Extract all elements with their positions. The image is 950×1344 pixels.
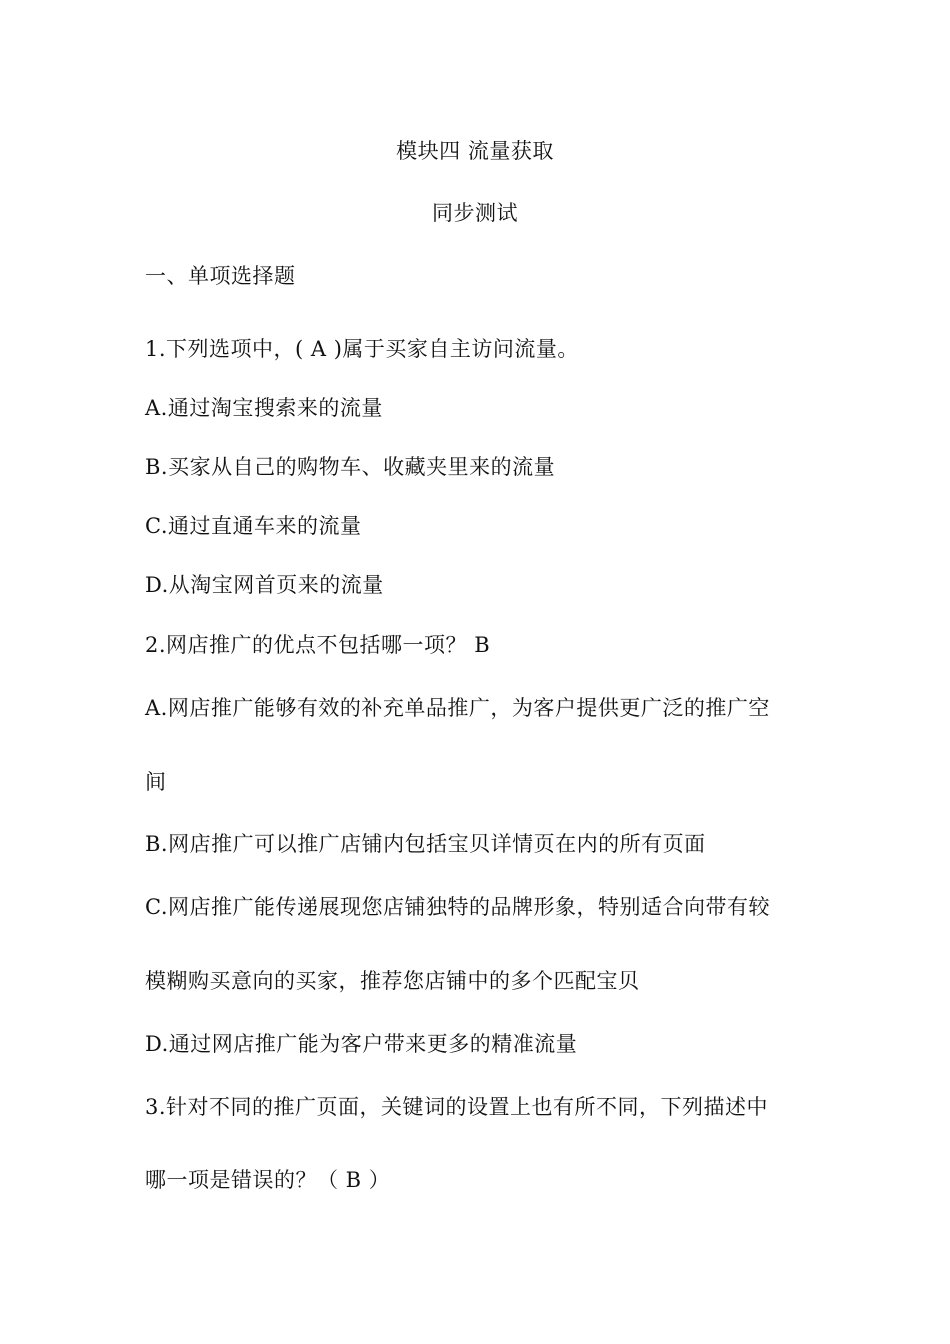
question-1-option-d: D.从淘宝网首页来的流量 [145,573,384,597]
question-3-stem-line-2: 哪一项是错误的？（ B ） [145,1168,391,1192]
question-2-stem: 2.网店推广的优点不包括哪一项？ B [145,633,491,657]
question-1-option-c: C.通过直通车来的流量 [145,514,362,538]
question-1-option-a: A.通过淘宝搜索来的流量 [145,396,383,420]
question-2-option-a-continued: 间 [145,770,167,794]
question-2-option-c: C.网店推广能传递展现您店铺独特的品牌形象，特别适合向带有较 [145,895,770,919]
page-title: 模块四 流量获取 [396,139,554,163]
section-heading: 一、单项选择题 [145,264,296,288]
question-1-stem: 1.下列选项中，( A )属于买家自主访问流量。 [145,337,579,361]
question-1-option-b: B.买家从自己的购物车、收藏夹里来的流量 [145,455,556,479]
question-2-option-d: D.通过网店推广能为客户带来更多的精准流量 [145,1032,578,1056]
question-2-option-c-continued: 模糊购买意向的买家，推荐您店铺中的多个匹配宝贝 [145,969,640,993]
question-2-option-a: A.网店推广能够有效的补充单品推广，为客户提供更广泛的推广空 [145,696,770,720]
question-3-stem-line-1: 3.针对不同的推广页面，关键词的设置上也有所不同，下列描述中 [145,1095,769,1119]
page-subtitle: 同步测试 [432,201,518,225]
question-2-option-b: B.网店推广可以推广店铺内包括宝贝详情页在内的所有页面 [145,832,706,856]
